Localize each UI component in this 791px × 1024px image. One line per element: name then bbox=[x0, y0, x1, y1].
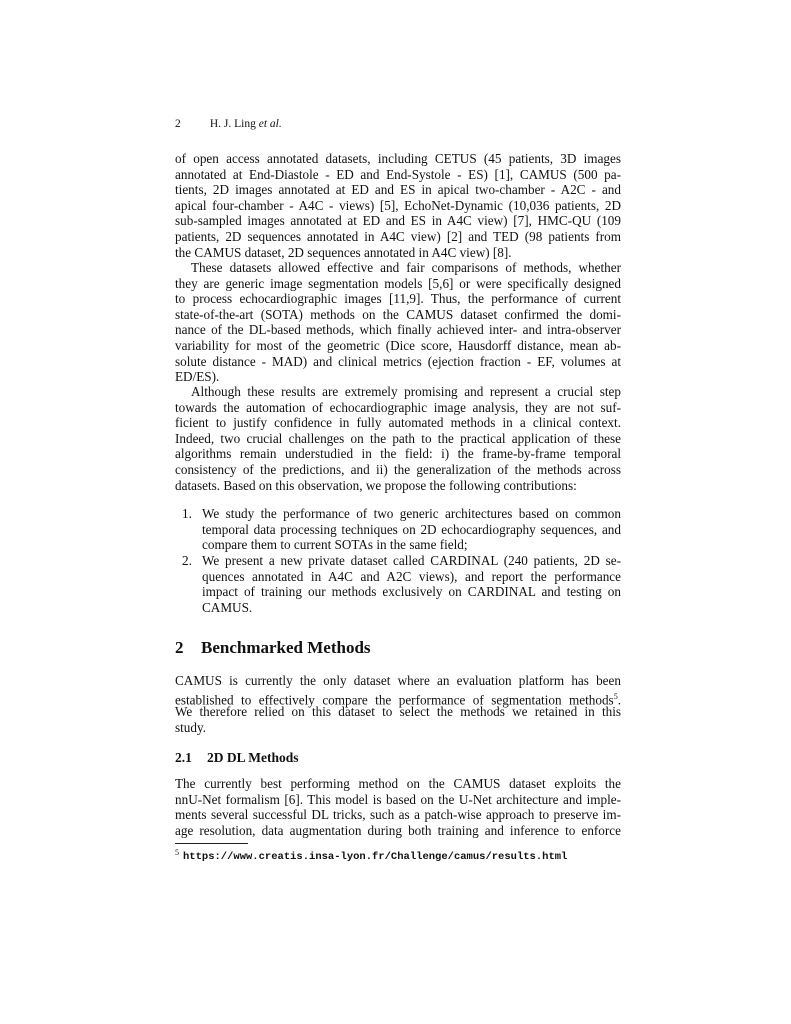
text-line: The currently best performing method on the CAMUS dataset exploits the bbox=[175, 776, 621, 791]
paragraph-camus bbox=[175, 673, 621, 735]
list-number: 2. bbox=[182, 553, 192, 568]
footnote bbox=[175, 848, 567, 863]
text-line: consistency of the predictions, and ii) the generalization of the methods across bbox=[175, 461, 621, 477]
text-line: state-of-the-art (SOTA) methods on the CAMUS dataset confirmed the domi- bbox=[175, 306, 621, 322]
text-line: study. bbox=[175, 719, 207, 735]
section-number: 2.1 bbox=[175, 750, 192, 765]
paragraph-comparisons bbox=[175, 260, 621, 385]
contribution-item-1 bbox=[182, 506, 621, 553]
text-line: algorithms remain understudied in the field: i) the frame-by-frame temporal bbox=[175, 446, 621, 462]
text-line: to process echocardiographic images [11,9]. Thus, the performance of current bbox=[175, 291, 621, 307]
text-line: datasets. Based on this observation, we propose the following contributions: bbox=[175, 477, 577, 493]
paragraph-challenges bbox=[175, 384, 621, 493]
section-title: Benchmarked Methods bbox=[201, 638, 371, 657]
text-line: compare them to current SOTAs in the same field; bbox=[202, 537, 468, 553]
text-line: nnU-Net formalism [6]. This model is based on the U-Net architecture and imple- bbox=[175, 791, 621, 807]
subsection-heading-2-1 bbox=[175, 750, 299, 766]
text-line: Although these results are extremely promising and represent a crucial step bbox=[191, 384, 621, 399]
text-line: Indeed, two crucial challenges on the path to the practical application of these bbox=[175, 430, 621, 446]
text-line: apical four-chamber - A4C - views) [5], EchoNet-Dynamic (10,036 patients, 2D bbox=[175, 197, 621, 213]
text-line: established to effectively compare the performance of segmentation methods$^5$. bbox=[175, 691, 621, 707]
footnote-url[interactable]: https://www.creatis.insa-lyon.fr/Challenge/camus/results.html bbox=[183, 851, 568, 863]
list-item-text bbox=[202, 506, 621, 553]
authors: H. J. Ling bbox=[209, 118, 256, 130]
text-line: variability for most of the geometric (Dice score, Hausdorff distance, mean ab- bbox=[175, 337, 621, 353]
text-line: We present a new private dataset called CARDINAL (240 patients, 2D se- bbox=[202, 553, 621, 568]
page-number: 2 bbox=[175, 118, 181, 130]
text-line: CAMUS is currently the only dataset where an evaluation platform has been bbox=[175, 673, 621, 688]
text-line: ficient to justify confidence in fully automated methods in a clinical context. bbox=[175, 415, 621, 431]
paragraph-datasets bbox=[175, 151, 621, 260]
text-line: solute distance - MAD) and clinical metrics (ejection fraction - EF, volumes at bbox=[175, 353, 621, 369]
text-line: These datasets allowed effective and fair comparisons of methods, whether bbox=[191, 260, 621, 275]
text-line: We study the performance of two generic architectures based on common bbox=[202, 506, 621, 521]
paragraph-2d-methods bbox=[175, 776, 621, 838]
text-line: of open access annotated datasets, including CETUS (45 patients, 3D images bbox=[175, 151, 621, 166]
text-line: quences annotated in A4C and A2C views), and report the performance bbox=[202, 568, 621, 584]
text-line: towards the automation of echocardiographic image analysis, they are not suf- bbox=[175, 399, 621, 415]
et-al: et al. bbox=[258, 118, 282, 130]
section-number: 2 bbox=[175, 638, 184, 657]
footnote-rule bbox=[175, 843, 248, 844]
text-line: age resolution, data augmentation during both training and inference to enforce bbox=[175, 822, 621, 838]
text-line: ments several successful DL tricks, such as a patch-wise approach to preserve im- bbox=[175, 807, 621, 823]
text-line: temporal data processing techniques on 2D echocardiography sequences, and bbox=[202, 521, 621, 537]
text-line: sub-sampled images annotated at ED and ES in A4C view) [7], HMC-QU (109 bbox=[175, 213, 621, 229]
text-line: the CAMUS dataset, 2D sequences annotated in A4C view) [8]. bbox=[175, 244, 512, 260]
text-line: they are generic image segmentation models [5,6] or were specifically designed bbox=[175, 275, 621, 291]
text-line: patients, 2D sequences annotated in A4C view) [2] and TED (98 patients from bbox=[175, 228, 621, 244]
text-line: ED/ES). bbox=[175, 369, 220, 385]
footnote-mark: 5 bbox=[175, 848, 179, 857]
text-line: nance of the DL-based methods, which finally achieved inter- and intra-observer bbox=[175, 322, 621, 338]
contribution-item-2 bbox=[182, 553, 621, 615]
text-line: We therefore relied on this dataset to select the methods we retained in this bbox=[175, 704, 621, 720]
text-line: annotated at End-Diastole - ED and End-Systole - ES) [1], CAMUS (500 pa- bbox=[175, 166, 621, 182]
running-header bbox=[175, 118, 282, 130]
footnote-ref[interactable]: 5 bbox=[613, 691, 618, 701]
section-heading-2 bbox=[175, 638, 371, 658]
text-line: tients, 2D images annotated at ED and ES in apical two-chamber - A2C - and bbox=[175, 182, 621, 198]
list-item-text bbox=[202, 553, 621, 615]
text-line: impact of training our methods exclusively on CARDINAL and testing on bbox=[202, 584, 621, 600]
section-title: 2D DL Methods bbox=[207, 750, 299, 765]
list-number: 1. bbox=[182, 506, 192, 521]
text-line: CAMUS. bbox=[202, 599, 253, 615]
